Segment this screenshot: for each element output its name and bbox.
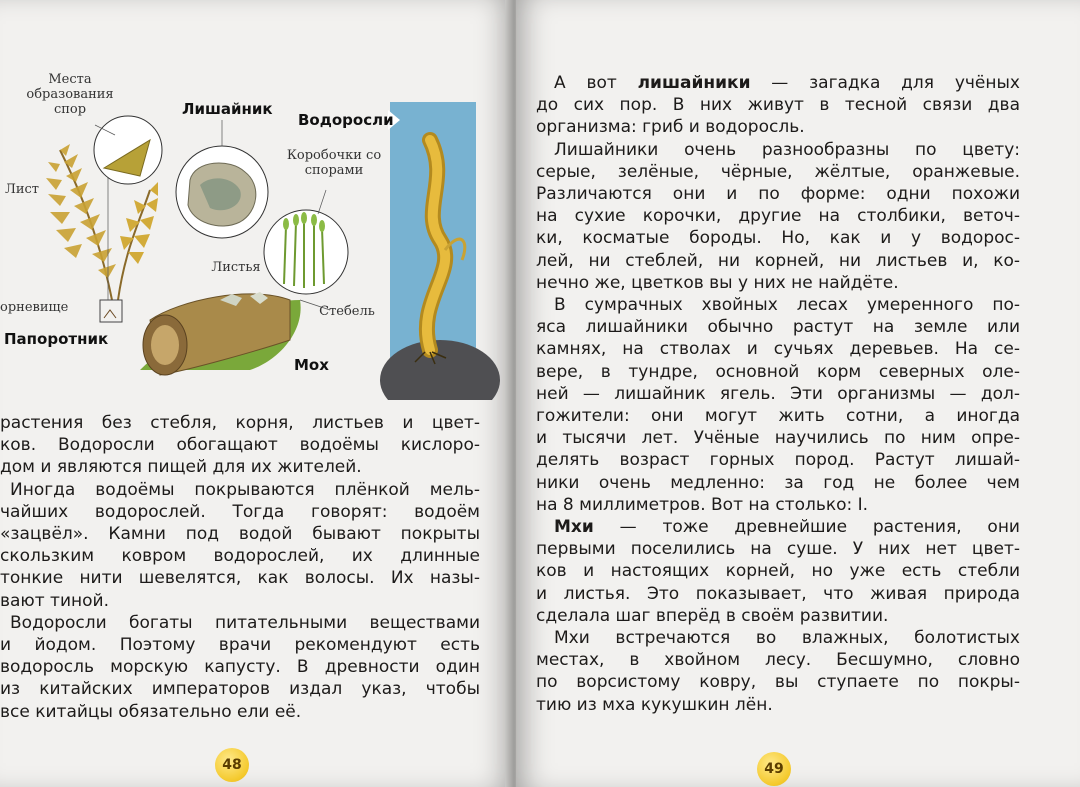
text-line: лей, ни стеблей, ни корней, ни листьев и, ко- [536,250,1020,271]
text-line: водоросль морскую капусту. В древности один [0,657,480,678]
text-line: В сумрачных хвойных лесах умеренного по- [554,295,1020,316]
text-line: скользким ковром водорослей, их длинные [0,546,480,567]
text-line: на сухие корочки, другие на столбики, веточ- [536,206,1020,227]
moss-magnifier [264,190,348,310]
page-number-badge: 48 [215,748,249,782]
term-lichens: лишайники [637,73,751,93]
text-line: Лишайники очень разнообразны по цвету: [554,139,1020,160]
text-line: сделала шаг вперёд в своём развитии. [536,605,889,626]
text-line: тонкие нити шевелятся, как волосы. Их назы- [0,568,480,589]
log-drawing [140,292,301,375]
text-line: ники очень медленно: за год не более чем [536,472,1020,493]
text-line: ки, косматые бороды. Но, как и у водорос- [536,228,1020,249]
text-line: гожители: они могут жить сотни, а иногда [536,406,1020,427]
text-line: А вот лишайники — загадка для учёных [554,73,1020,93]
text-line: из китайских императоров издал указ, чтобы [0,679,480,700]
spore-places-label: Места образования спор [26,72,114,117]
text-line: Различаются они и по форме: одни похожи [536,184,1020,205]
text-line: и тысячи лет. Учёные научились по ним опре- [536,428,1020,449]
text-line: по ворсистому ковру, вы ступаете по покры- [536,672,1020,693]
text-line: и листья. Это показывает, что живая природа [536,583,1020,604]
stem-label: Стебель [319,304,375,319]
left-body-text [0,412,480,723]
fern-drawing [46,116,162,322]
text-line: камнях, на стволах и сучьях деревьев. На се- [536,339,1020,360]
spore-boxes-label: Коробочки со спорами [286,148,382,178]
algae-panel [380,102,500,400]
text-line: вают тиной. [0,590,109,611]
text-line: Водоросли богаты питательными веществами [10,612,480,633]
leaf-label: Лист [5,182,39,197]
text-line: яса лишайники обычно растут на земле или [536,317,1020,338]
text-line: местах, в хвойном лесу. Бесшумно, словно [536,650,1020,671]
fern-label: Папоротник [4,330,109,348]
text-line: вере, в тундре, основной корм северных оле- [536,361,1020,382]
text-line: серые, зелёные, чёрные, жёлтые, оранжевые. [536,161,1020,182]
text-line: дом и являются пищей для их жителей. [0,457,362,478]
text-line: «зацвёл». Камни под водой бывают покрыты [0,524,480,545]
text-line: тию из мха кукушкин лён. [536,694,773,715]
text-line: до сих пор. В них живут в тесной связи два [536,95,1020,116]
algae-label: Водоросли [298,111,394,129]
text-line: Иногда водоёмы покрываются плёнкой мель- [10,479,480,500]
text-line: нечно же, цветков вы у них не найдёте. [536,272,899,293]
term-mosses: Мхи [554,517,594,538]
moss-label: Мох [294,356,329,374]
text-line: первыми поселились на суше. У них нет цвет- [536,539,1020,560]
lichen-label: Лишайник [182,100,273,118]
text-line: растения без стебля, корня, листьев и цвет- [0,413,480,433]
right-body-text [536,72,1020,716]
rhizome-label: орневище [0,300,69,315]
text-line: ков. Водоросли обогащают водоёмы кислоро- [0,435,480,456]
text-line: Мхи встречаются во влажных, болотистых [554,628,1020,649]
text-line: делять возраст горных пород. Растут лишай- [536,450,1020,471]
text-line: Мхи — тоже древнейшие растения, они [554,517,1020,538]
left-page [0,0,512,787]
text-line: ней — лишайник ягель. Эти организмы — дол- [536,383,1020,404]
text-line: организма: гриб и водоросль. [536,117,805,138]
leaves-label: Листья [211,260,261,275]
lichen-magnifier [176,120,268,238]
text-line: чайших водорослей. Тогда говорят: водоём [0,501,480,522]
page-number-badge: 49 [757,752,791,786]
text-line: на 8 миллиметров. Вот на столько: I. [536,494,869,515]
text-line: ков и настоящих корней, но уже есть стебли [536,561,1020,582]
text-line: и йодом. Поэтому врачи рекомендуют есть [0,635,480,656]
text-line: все китайцы обязательно ели её. [0,701,302,722]
